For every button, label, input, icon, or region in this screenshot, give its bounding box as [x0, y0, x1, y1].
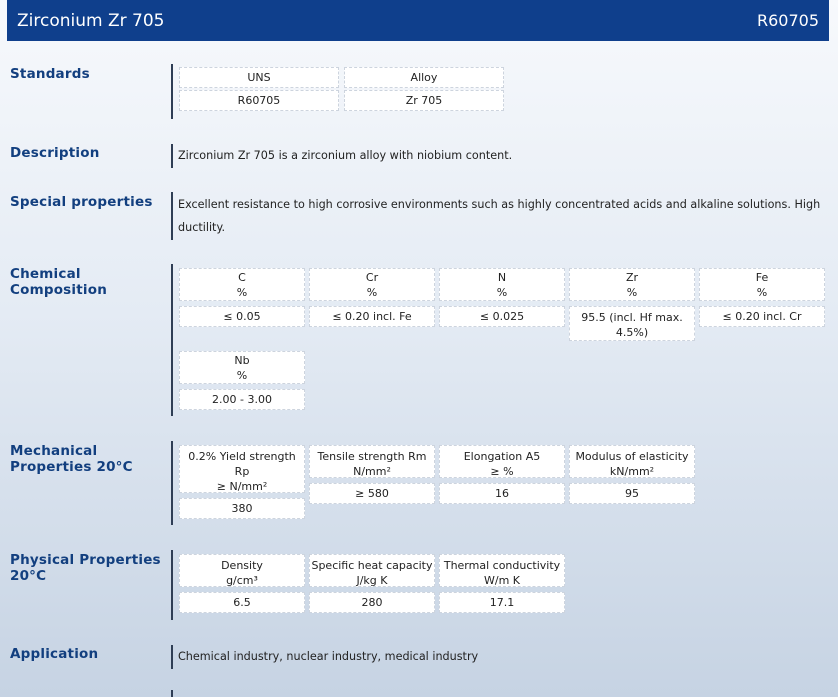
- mechanical-label-line2: Properties 20°C: [10, 459, 133, 475]
- mech-tensile-value: ≥ 580: [309, 483, 435, 504]
- chemical-label-line1: Chemical: [10, 266, 81, 282]
- standards-uns-header: UNS: [179, 67, 339, 88]
- mech-elongation-header: Elongation A5 ≥ %: [439, 445, 565, 478]
- mechanical-label-line1: Mechanical: [10, 443, 98, 459]
- physical-label-line1: Physical Properties: [10, 552, 161, 568]
- chem-fe-value: ≤ 0.20 incl. Cr: [699, 306, 825, 327]
- description-text: Zirconium Zr 705 is a zirconium alloy with niobium content.: [178, 149, 513, 162]
- special-properties-line1: Excellent resistance to high corrosive environments such as highly concentrated acids and alkaline solutions. High: [178, 198, 821, 211]
- phys-heat-capacity-value: 280: [309, 592, 435, 613]
- standards-alloy-header: Alloy: [344, 67, 504, 88]
- chem-n-header: N %: [439, 268, 565, 301]
- chem-c-value: ≤ 0.05: [179, 306, 305, 327]
- mech-elongation-value: 16: [439, 483, 565, 504]
- standards-label: Standards: [10, 66, 90, 82]
- special-properties-line2: ductility.: [178, 221, 226, 234]
- phys-density-header: Density g/cm³: [179, 554, 305, 587]
- mech-yield-value: 380: [179, 498, 305, 519]
- chem-zr-value: 95.5 (incl. Hf max. 4.5%): [569, 306, 695, 341]
- description-label: Description: [10, 145, 100, 161]
- mech-modulus-header: Modulus of elasticity kN/mm²: [569, 445, 695, 478]
- phys-thermal-conductivity-value: 17.1: [439, 592, 565, 613]
- mech-modulus-value: 95: [569, 483, 695, 504]
- description-divider: [171, 144, 173, 168]
- mechanical-divider: [171, 441, 173, 525]
- chem-zr-header: Zr %: [569, 268, 695, 301]
- material-code: R60705: [756, 11, 819, 30]
- chem-nb-value: 2.00 - 3.00: [179, 389, 305, 410]
- application-text: Chemical industry, nuclear industry, medical industry: [178, 650, 479, 663]
- physical-divider: [171, 550, 173, 620]
- special-properties-label: Special properties: [10, 194, 153, 210]
- next-section-divider: [171, 690, 173, 697]
- phys-thermal-conductivity-header: Thermal conductivity W/m K: [439, 554, 565, 587]
- standards-divider: [171, 64, 173, 119]
- phys-heat-capacity-header: Specific heat capacity J/kg K: [309, 554, 435, 587]
- phys-density-value: 6.5: [179, 592, 305, 613]
- chem-c-header: C %: [179, 268, 305, 301]
- page-title: Zirconium Zr 705: [17, 10, 165, 31]
- chem-n-value: ≤ 0.025: [439, 306, 565, 327]
- mech-yield-header: 0.2% Yield strength Rp ≥ N/mm²: [179, 445, 305, 493]
- chem-cr-value: ≤ 0.20 incl. Fe: [309, 306, 435, 327]
- application-divider: [171, 645, 173, 669]
- application-label: Application: [10, 646, 99, 662]
- physical-properties-label: [10, 552, 161, 584]
- standards-uns-value: R60705: [179, 90, 339, 111]
- chemical-composition-label: [10, 266, 107, 298]
- chem-fe-header: Fe %: [699, 268, 825, 301]
- chem-nb-header: Nb %: [179, 351, 305, 384]
- special-properties-divider: [171, 192, 173, 240]
- chemical-label-line2: Composition: [10, 282, 108, 298]
- mechanical-properties-label: [10, 443, 133, 475]
- physical-label-line2: 20°C: [10, 568, 47, 584]
- chem-cr-header: Cr %: [309, 268, 435, 301]
- title-bar: [7, 0, 829, 41]
- chemical-divider: [171, 264, 173, 416]
- standards-alloy-value: Zr 705: [344, 90, 504, 111]
- mech-tensile-header: Tensile strength Rm N/mm²: [309, 445, 435, 478]
